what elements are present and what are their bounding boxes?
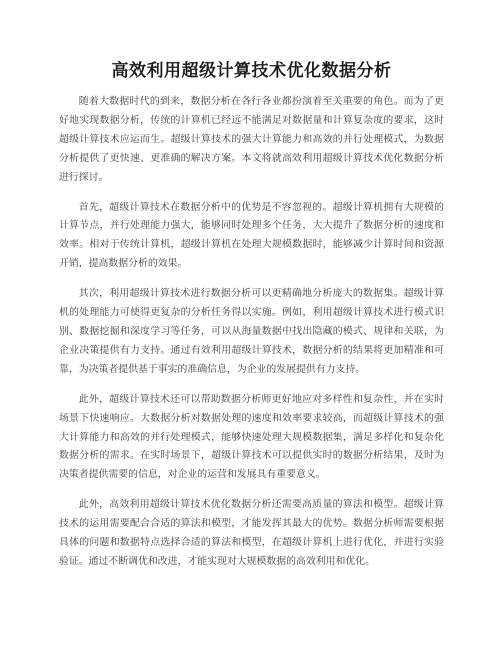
paragraph-5: 此外，高效利用超级计算技术优化数据分析还需要高质量的算法和模型。超级计算技术的运用需要配合合适的算法和模型，才能发挥其最大的优势。数据分析师需要根据具体的问题和数据特点选择合适的算法和模型，在超级计算机上进行优化，并进行实验验证。通过不断调优和改进，才能实现对大规模数据的高效利用和优化。 xyxy=(59,499,444,567)
paragraph-2: 首先，超级计算技术在数据分析中的优势是不容忽视的。超级计算机拥有大规模的计算节点，并行处理能力强大，能够同时处理多个任务，大大提升了数据分析的速度和效率。相对于传统计算机，超级计算机在处理大规模数据时，能够减少计算时间和资源开销，提高数据分析的效果。 xyxy=(59,201,444,270)
document-title: 高效利用超级计算技术优化数据分析 xyxy=(111,61,392,81)
paragraph-4: 此外，超级计算技术还可以帮助数据分析师更好地应对多样性和复杂性，并在实时场景下快速响应。大数据分析对数据处理的速度和效率要求较高，而超级计算技术的强大计算能力和高效的并行处理模式，能够快速处理大规模数据集，满足多样化和复杂化数据分析的需求。在实时场景下，超级计算技术可以提供实时的数据分析结果，及时为决策者提供需要的信息，对企业的运营和发展具有重要意义。 xyxy=(59,393,444,481)
paragraph-1: 随着大数据时代的到来，数据分析在各行各业都扮演着至关重要的角色。而为了更好地实现数据分析，传统的计算机已经远不能满足对数据量和计算复杂度的要求，这时超级计算技术应运而生。超级计算技术的强大计算能力和高效的并行处理模式，为数据分析提供了更快速、更准确的解决方案。本文将就高效利用超级计算技术优化数据分析进行探讨。 xyxy=(59,96,444,183)
paragraph-3: 其次，利用超级计算技术进行数据分析可以更精确地分析庞大的数据集。超级计算机的处理能力可使得更复杂的分析任务得以实施。例如，利用超级计算技术进行模式识别、数据挖掘和深度学习等任务，可以从海量数据中找出隐藏的模式、规律和关联，为企业决策提供有力支持。通过有效利用超级计算技术，数据分析的结果将更加精准和可靠，为决策者提供基于事实的准确信息，为企业的发展提供有力支持。 xyxy=(59,288,444,375)
